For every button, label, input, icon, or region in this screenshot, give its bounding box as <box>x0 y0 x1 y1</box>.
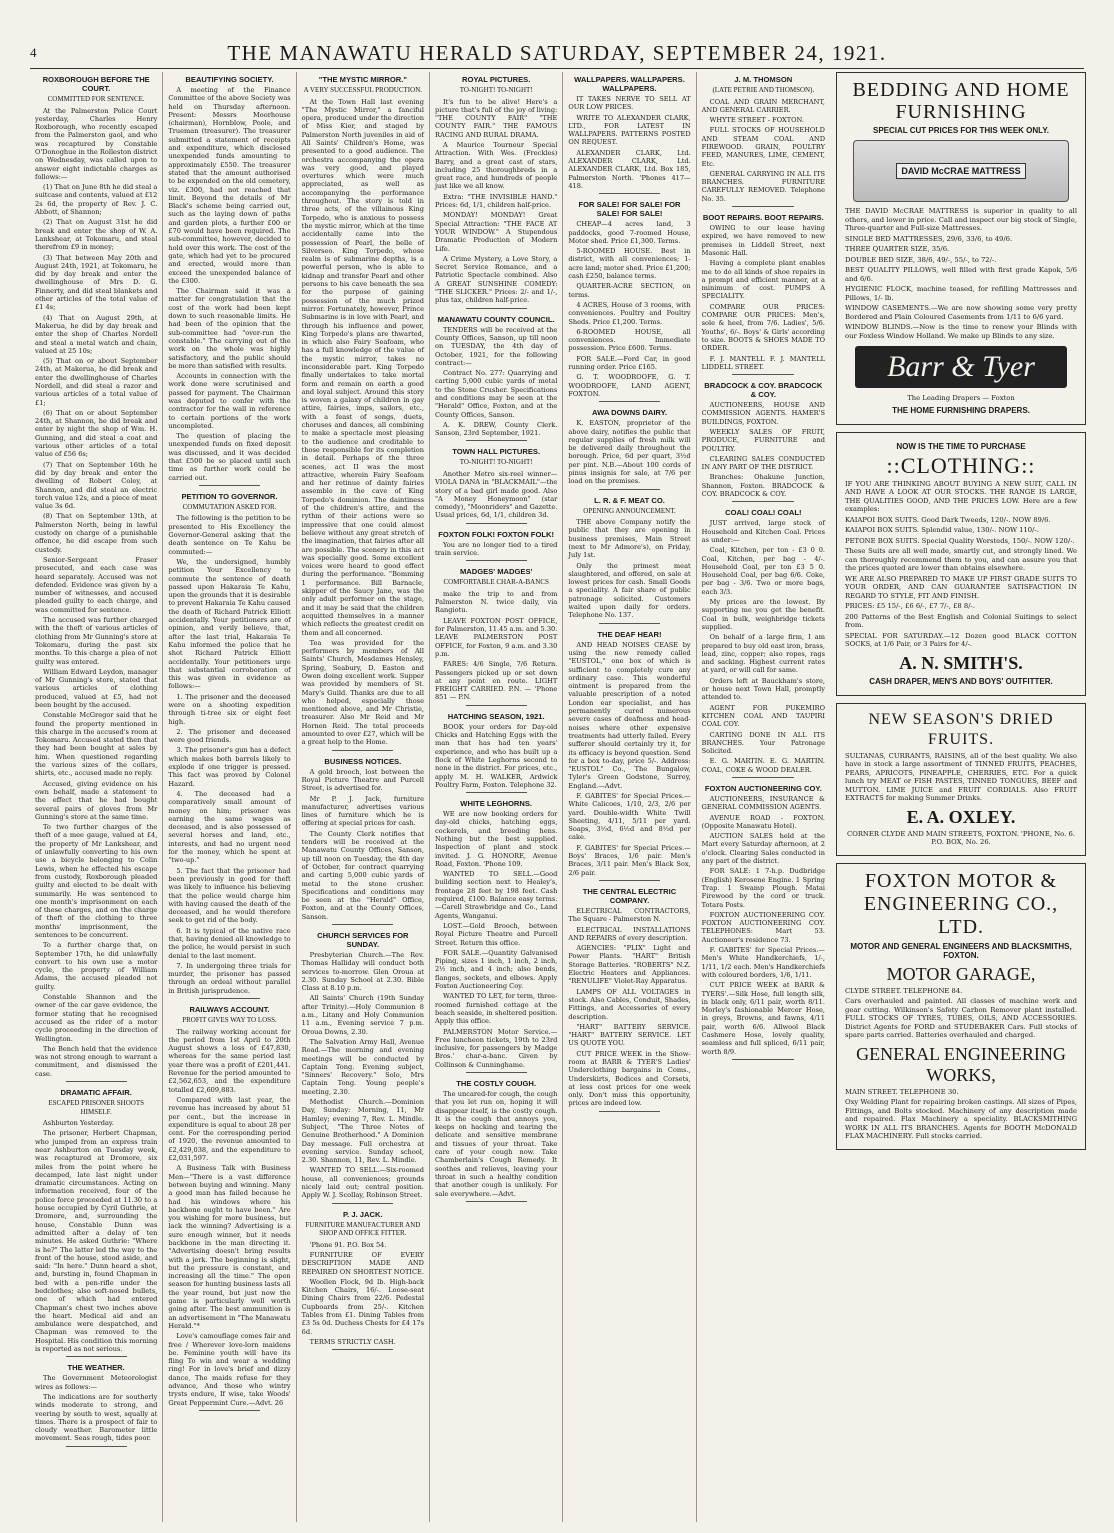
article-divider <box>599 401 660 402</box>
article-divider <box>732 501 794 502</box>
article-paragraph: (5) That on or about September 24th, at Makerua, he did break and enter the dwellinghouse of Charles Nordell, and did steal a razor and various articles of a total value of £1; <box>35 357 158 407</box>
article <box>568 887 690 1112</box>
article-paragraph: Having a complete plant enables me to do all kinds of shoe repairs in a prompt and efficient manner, at a minimum of cost. PUMPS A SPECIALITY. <box>701 259 825 301</box>
clothing-ad-intro: NOW IS THE TIME TO PURCHASE <box>896 441 1026 451</box>
article-paragraph: WE are now booking orders for day-old chicks, hatching eggs, cockerels, and breeding hens. Nothing but the best supplied. Inspection of plant and stock invited. J. G. HONORE, Avenue Road, Foxton. 'Phone 109. <box>434 810 558 868</box>
article-paragraph: The Chairman said it was a matter for congratulation that the cost of the work had been kept down to such reasonable limits. He had been of the opinion that the sub-committee had "over-run the constable." The carrying out of the work on the whole was highly satisfactory, and the public should be more than satisfied with results. <box>168 287 291 370</box>
article-paragraph: Only the primest meat slaughtered, and offered, on sale at lowest prices for cash. Small Goods a speciality. A fair share of public patronage solicited. Customers waited upon daily for orders. Telephone No. 137. <box>568 561 691 620</box>
article-paragraph: AGENT FOR PUKEMIRO KITCHEN COAL AND TAUPIRI COAL COY. <box>701 703 825 729</box>
article-subheading: TO-NIGHT! TO-NIGHT! <box>459 458 533 467</box>
article-paragraph: LAMPS OF ALL VOLTAGES in stock. Also Cables, Conduit, Shades, Fittings, and Accessories of every description. <box>568 987 691 1021</box>
dried-fruits-shop-name: E. A. OXLEY. <box>906 806 1016 827</box>
column-3 <box>297 72 430 1522</box>
article-heading: ROYAL PICTURES. <box>461 75 531 84</box>
article-paragraph: The following is the petition to be presented to His Excellency the Governor-General asking that the death sentence on Te Kahu be commuted:— <box>168 514 291 556</box>
article-heading: L. R. & F. MEAT CO. <box>594 495 665 505</box>
article <box>568 200 690 402</box>
article-subheading: PROFIT GIVES WAY TO LOSS. <box>182 1016 277 1025</box>
article-divider <box>732 777 794 778</box>
bedding-ad-footer: THE HOME FURNISHING DRAPERS. <box>892 405 1030 415</box>
article-heading: J. M. THOMSON <box>734 75 793 84</box>
article-heading: BUSINESS NOTICES. <box>324 756 402 766</box>
clothing-shop-name: A. N. SMITH'S. <box>899 652 1023 673</box>
article-heading: FOXTON FOLK! FOXTON FOLK! <box>438 529 555 539</box>
article-paragraph: ELECTRICAL INSTALLATIONS AND REPAIRS of every description. <box>568 925 691 942</box>
article <box>435 1079 557 1202</box>
column-6 <box>697 72 830 1522</box>
article <box>168 75 290 486</box>
price-line: PETONE BOX SUITS. Special Quality Worsteds, 150/-. NOW 120/-. <box>845 536 1075 545</box>
article-paragraph: Constable McGregor said that he found the property mentioned in this charge in the accused's room at Tokomaru. Accused stated then that they had been bought at sales by him. When questioned regarding the various sizes of the collars, shirts, etc., accused made no reply. <box>35 711 158 778</box>
article-divider <box>466 1072 527 1073</box>
article-paragraph: FOR SALE: 1 7-h.p. Dudbridge (English) Kerosene Engine. 1 Spring Trap. 1 Swamp Plough. Matai Firewood by the cord or truck. Totara Posts. <box>701 867 825 909</box>
dried-fruits-title: NEW SEASON'S DRIED FRUITS. <box>868 710 1054 748</box>
article-paragraph: (3) That between May 20th and August 24th, 1921, at Tokomaru, he did by day break and enter the dwellinghouse of Mrs D. G. Finnerty, and did steal blankets and other articles of the total value of £1 4s; <box>35 253 158 312</box>
article <box>568 630 690 881</box>
article <box>435 530 557 562</box>
article-paragraph: PALMERSTON Motor Service.—Free luncheon tickets, 19th to 23rd inclusive, for passengers by Madge Bros.' char-a-banc. Given by Collinson & Cunninghame. <box>434 1027 558 1069</box>
article-paragraph: F. GABITES' for Special Prices.—Boys' Braces, 1/6 pair. Men's Braces, 3/11 pair. Men's Black Sox, 2/6 pair. <box>568 843 691 877</box>
barr-tyer-logo-text: Barr & Tyer <box>887 350 1035 383</box>
article-heading: ROXBOROUGH BEFORE THE COURT. <box>42 75 150 93</box>
mattress-illustration <box>853 140 1069 202</box>
article-paragraph: CLEARING SALES CONDUCTED IN ANY PART OF THE DISTRICT. <box>701 454 825 472</box>
article-paragraph: CUT PRICE WEEK in the Show-room at BARR & TYER'S Ladies' Underclothing bargains in Coms., Underskirts, Bodices and Corsets, at less cost prices for one week only. Don't miss this opportunity, prices are indeed low. <box>568 1049 691 1108</box>
article-divider <box>732 206 794 207</box>
article-paragraph: WANTED TO LET, for term, three-roomed furnished cottage at the beach seaside, in sheltered position. Apply this office. <box>434 992 558 1026</box>
article-paragraph: 'Phone 91. P.O. Box 54. <box>309 1240 387 1249</box>
motor-garage-body: Cars overhauled and painted. All classes of machine work and gear cutting. Wilkinson's Safety Carbon Remover plant installed. FULL STOCKS OF TYRES, TUBES, OILS, AND ACCESSORIES. District Agents for FORD and STUDEBAKER Cars. Full stocks of spare parts carried. Batteries overhauled and charged. <box>845 997 1077 1039</box>
article-paragraph: To two further charges of the theft of a mee gauge, valued at £4, the property of Mr Lankshear, and of unlawfully converting to his own use a bicycle belonging to Colin Lewis, when he effected his escape from custody, Roxborough pleaded guilty and elected to be dealt with summarily. He was sentenced to one month's imprisonment on each of these charges, and on the charge of theft of the clothing to three months' imprisonment, the sentences to be concurrent. <box>35 823 158 939</box>
article-divider <box>466 560 527 561</box>
dried-fruits-ad <box>836 703 1086 856</box>
article-heading: RAILWAYS ACCOUNT. <box>189 1005 270 1015</box>
article-paragraph: Extra: "THE INVISIBLE HAND." Prices: 6d, 1/1, children half-price. <box>434 192 558 210</box>
article <box>435 712 557 793</box>
article-paragraph: 4. The deceased had a comparatively small amount of money on him; prisoner was earning the same wages as deceased, and is also possessed of several horses and land, etc., interests, and had no urgent need for the money, which he spent at "two-up." <box>168 789 291 865</box>
article-heading: FOXTON AUCTIONEERING COY. <box>704 783 822 793</box>
article-subheading: FURNITURE MANUFACTURER AND SHOP AND OFFICE FITTER. <box>305 1220 421 1238</box>
article-paragraph: COAL AND GRAIN MERCHANT, AND GENERAL CARRIER. <box>701 97 825 114</box>
article-paragraph: Another Metro six-reel winner—VIOLA DANA in "BLACKMAIL"—the story of a bad girl made good. Also "A Money Honeymoon" (star comedy), "Moonriders" and Gazette. Usual prices, 6d, 1/1, children 3d. <box>434 469 558 520</box>
clothing-ad-footer: CASH DRAPER, MEN'S AND BOYS' OUTFITTER. <box>869 676 1053 686</box>
article-paragraph: AND HEAD NOISES CEASE by using the new remedy called "EUSTOL," one box of which is sufficient to completely cure any ordinary case. This wonderful ointment is prepared from the valuable prescription of a noted London ear specialist, and has permanently cured numerous severe cases of deafness and head-noises where other expensive treatments had utterly failed. Every sufferer should certainly try it, for its efficacy is beyond question. Send for a box to-day, price 5/-. Address: "EUSTOL" Co., The Bungalow, Tyler's Green Godstone, Surrey, England.—Advt. <box>568 640 691 790</box>
article-paragraph: 6-ROOMED HOUSE, all conveniences. Immediate possession. Price £600. Terms. <box>568 327 691 353</box>
article-paragraph: 7. In undergoing three trials for murder, the prisoner has passed through an ordeal without parallel in British jurisprudence. <box>168 961 291 995</box>
article-paragraph: GENERAL CARRYING IN ALL ITS BRANCHES. FURNITURE CAREFULLY REMOVED. Telephone No. 35. <box>701 169 825 203</box>
advertisement-column <box>836 72 1086 1522</box>
article <box>568 408 690 489</box>
article-paragraph: AUCTIONEERS, INSURANCE & GENERAL COMMISSION AGENTS. <box>701 794 825 812</box>
article-paragraph: F. GABITES' for Special Prices.—White Calicoes, 1/10, 2/3, 2/6 per yard. Double-width White Twill Sheeting, 4/11, 5/11 per yard. Soaps, 3½d, 6½d and 8½d per cake. <box>568 791 691 842</box>
article-paragraph: WANTED TO SELL.—Good building section next to Healey's, frontage 28 feet by 198 feet. Cash required, £100. Balance easy terms.—Carell Strawbridge and Co., Land Agents, Wanganui. <box>434 870 558 920</box>
mattress-label: DAVID McCRAE MATTRESS <box>896 163 1025 179</box>
article-heading: P. J. JACK. <box>343 1209 383 1219</box>
article-paragraph: Tea was provided for the performers by members of All Saints' Church, Mesdames Hensley, Spring, Seabury, D. Easton and Owen doing excellent work. Supper was provided by members of St. Mary's Guild. Thanks are due to all who helped, especially those mentioned above, and Mr Christie, treasurer. Also Mr Reid and Mr Hornen Reid. The total proceeds amounted to over £27, which will be a great help to the Home. <box>301 638 424 747</box>
article-paragraph: AUCTIONEERS, HOUSE AND COMMISSION AGENTS. HAMER'S BUILDINGS, FOXTON. <box>701 401 825 426</box>
article-paragraph: F. J. MANTELL F. J. MANTELL LIDDELL STREET. <box>701 354 825 371</box>
barr-tyer-tagline: The Leading Drapers — Foxton <box>907 394 1015 402</box>
article-paragraph: Constable Shannon and the owner of the car gave evidence, the former stating that he recognised accused as the rider of a motor cycle proceeding in the direction of Wellington. <box>35 993 158 1043</box>
article-paragraph: (2) That on August 31st he did break and enter the shop of W. A. Lankshear, at Tokomaru, and steal therefrom £9 in money; <box>35 218 158 252</box>
article-subheading: OPENING ANNOUNCEMENT. <box>583 506 676 515</box>
bedding-ad <box>836 72 1086 425</box>
article-paragraph: COMPARE OUR PRICES: COMPARE OUR PRICES: Men's, sole & heel, from 7/6. Ladies', 5/6. Youths', 6/-. Boys' & Girls' according to size. BOOTS & SHOES MADE TO ORDER. <box>701 302 825 353</box>
article-paragraph: FOXTON AUCTIONEERING COY. FOXTON AUCTIONEERING COY. TELEPHONES: Mart 53. Auctioneer's residence 73. <box>701 910 825 944</box>
article-paragraph: The question of placing the unexpended funds on fixed deposit was discussed, and it was decided that £500 be so placed until such time as further work could be carried out. <box>168 432 291 482</box>
article-paragraph: Love's camouflage comes fair and free / Wherever love-lorn maidens be. Feminine youth will have its fling To win and wear a wedding ring! For in love's brief and dizzy dance, The maids refuse for they advance, And those who wintry trysts endure, If wise, take Woods' Great Peppermint Cure.—Advt. 26 <box>168 1332 291 1407</box>
article-heading: THE CENTRAL ELECTRIC COMPANY. <box>582 886 677 905</box>
article-divider <box>66 1446 127 1447</box>
article-divider <box>599 489 660 490</box>
article-divider <box>732 1059 794 1060</box>
column-4 <box>430 72 563 1522</box>
article-paragraph: At the Town Hall last evening "The Mystic Mirror," a fanciful opera, produced under the direction of Miss Kier, and staged by Palmerston North juveniles in aid of All Saints' Children's Home, was presented to a good audience. The orchestra accompanying the opera was very good, and played overtures which were much appreciated, as well as accompanying the performance throughout. The story is told in three acts, of the villainous King Torpedo, who is anxious to possess the mystic mirror, which at the time accidentally came into the possession of Pearl, the belle of Silverseo. King Torpedo, whose realm is of submarine depths, is a powerful person, who is able to kidnap and transfer Pearl and other persons to his cave beneath the sea for the purpose of gaining possession of the much prized mirror. Fortunately, however, Prince Submarine is in love with Pearl, and through his influence and power, King Torpedo's plans are thwarted, in which also Fairy Seafoam, who has a full knowledge of the value of the mystic mirror, takes no inconsiderable part. King Torpedo finally undertakes to take mortal form and remain on earth a good and loyal subject. Around this story is woven a galaxy of children in gay attire, fairies, imps, sailors, etc., with a feast of songs, duets, choruses and dances, all combining to make a spectacle most pleasing to the audience and creditable to those responsible for its completion in detail. Perhaps of the three scenes, act II was the most attractive, wherein Fairy Seafoam and her retinue of dainty fairies assemble in the cave of King Torpedo's dominion. The daintiness of the children's attire, and the rythm of their actions were so impressive that one could almost believe without any great stretch of the imagination, that fairies after all are possible. The scenery in this act was specially good. Some excellent voices were heard to good effect during the performance. "Bomming 1 performance. Bill Barnacle, skipper of the Saucy Jane, was the only adult performer on the stage, and it may be said that the children acquitted themselves in a manner which reflects the greatest credit on them and all concerned. <box>301 97 424 637</box>
article-paragraph: THE above Company notify the public that they are opening in business premises, Main Street (next to Mr Admore's), on Friday, July 1st. <box>568 518 691 560</box>
article-divider <box>199 998 260 999</box>
article-paragraph: CARTING DONE IN ALL ITS BRANCHES. Your Patronage Solicited. <box>701 730 825 756</box>
column-1 <box>30 72 163 1522</box>
article <box>702 213 825 375</box>
article-paragraph: (4) That on August 29th, at Makerua, he did by day break and enter the shop of Charles Nordell and steal a metal watch and chain, valued at 25 10s; <box>35 313 158 355</box>
article-divider <box>332 750 393 751</box>
engineering-works-address: MAIN STREET. TELEPHONE 30. <box>845 1087 959 1096</box>
article-divider <box>332 1349 393 1350</box>
article-heading: MANAWATU COUNTY COUNCIL. <box>437 314 555 324</box>
price-line: THREE QUARTER SIZE, 35/6. <box>845 245 950 253</box>
article-paragraph: The prisoner, Herbert Chapman, who jumped from an express train near Ashburton on Tuesday week, was recaptured at Dromore, six miles from the point where he decamped, late last night under dramatic circumstances. Acting on information received, four of the police force proceeded at 11.30 to a house occupied by Cyril Guthrie, at Dromore, and, surrounding the house, Constable Dunn was admitted after a delay of ten minutes. He asked Guthrie: "Where is he?" The latter led the way to the front of the house, stood aside, and said: "In here." Dunn heard a shot, and, bursting in, found Chapman in bed with a pen-rifle under the bedclothes; also soft-nosed bullets, one of which had entered Chapman's chest two inches above the heart. Medical aid and an ambulance were despatched, and Chapman was removed to the Hospital. His condition this morning is reported as not serious. <box>35 1129 158 1354</box>
article-paragraph: Senior-Sergeant Fraser prosecuted, and each case was heard separately. Accused was not defended. Evidence was given by a number of witnesses, and accused pleaded guilty to each charge, and was committed for sentence. <box>35 555 158 614</box>
article-heading: THE WEATHER. <box>67 1363 125 1373</box>
article-paragraph: LEAVE FOXTON POST OFFICE, for Palmerston, 11.45 a.m. and 5.30. LEAVE PALMERSTON POST OFFICE, for Foxton, 9 a.m. and 3.30 p.m. <box>434 616 558 658</box>
column-5 <box>563 72 696 1522</box>
article-heading: WALLPAPERS. WALLPAPERS. WALLPAPERS. <box>574 75 685 93</box>
article-paragraph: JUST arrived, large stock of Household and Kitchen Coal. Prices as under:— <box>701 519 825 544</box>
article-paragraph: Woollen Flock, 9d lb. High-back Kitchen Chairs, 16/-. Loose-seat Dining Chairs from 22/6. Pedestal Cupboards from 25/-. Kitchen Tables from £1. Dining Tables from £3 5s 0d. Duchess Chests for £4 17s 6d. <box>301 1277 424 1336</box>
article-divider <box>599 880 660 881</box>
article-paragraph: (7) That on September 16th he did by day break and enter the dwelling of Robert Coley, at Shannon, and did steal an electric torch value 12s, and a piece of meat value 3s 6d. <box>35 460 158 511</box>
article-heading: COAL! COAL! COAL! <box>725 508 802 518</box>
price-line: WINDOW BLINDS.—Now is the time to renew your Blinds with our Foxless Window Holland. We make up Blinds to any size. <box>845 323 1077 340</box>
article <box>302 75 424 751</box>
article-divider <box>332 1203 393 1204</box>
article-heading: WHITE LEGHORNS. <box>460 799 533 809</box>
article-paragraph: Compared with last year, the revenue has increased by about 51 per cent., but the increase in expenditure is equal to about 28 per cent. For the corresponding period of 1920, the revenue amounted to £2,429,038, and the expenditure to £2,031,597. <box>168 1095 291 1163</box>
price-line: WE ARE ALSO PREPARED TO MAKE UP FIRST GRADE SUITS TO YOUR ORDER, AND CAN GUARANTEE SATISFACTION IN REGARD TO STYLE, FIT AND FINISH. <box>845 574 1077 600</box>
dried-fruits-footer: CORNER CLYDE AND MAIN STREETS, FOXTON. 'PHONE, No. 6. P.O. BOX, No. 26. <box>847 829 1075 846</box>
motor-garage-heading: MOTOR GARAGE, <box>886 963 1036 984</box>
article-paragraph: All Saints' Church (19th Sunday after Trinity).—Holy Communion 8 a.m., Litany and Holy Communion 11 a.m., Evening service 7 p.m. Oroua Downs, 2.30. <box>301 994 424 1036</box>
article-columns <box>30 72 830 1522</box>
article-paragraph: William Edward Leydon, manager of Mr Gunning's store, stated that various articles of clothing produced, valued at £5, had not been bought by the accused. <box>35 667 158 709</box>
newspaper-title: THE MANAWATU HERALD SATURDAY, SEPTEMBER 24, 1921. <box>227 40 887 65</box>
article-subheading: COMFORTABLE CHAR-A-BANCS <box>443 578 549 587</box>
article-paragraph: The indications are for southerly winds moderate to strong, and veering by south to west, squally at times. There is a prospect of fair to cloudy weather. Barometer little movement. Seas rough, tides poor. <box>35 1392 158 1443</box>
article-heading: TOWN HALL PICTURES. <box>452 447 541 457</box>
article-paragraph: (1) That on June 8th he did steal a suitcase and contents, valued at £12 2s 6d, the property of Rev. J. C. Abbott, of Shannon; <box>35 183 158 217</box>
price-line: KAIAPOI BOX SUITS. Splendid value, 130/-. NOW 110/-. <box>845 526 1039 534</box>
article <box>435 447 557 523</box>
price-line: 200 Patterns of the Best English and Colonial Suitings to select from. <box>845 612 1077 629</box>
article-subheading: ESCAPED PRISONER SHOOTS HIMSELF. <box>48 1099 144 1116</box>
article-paragraph: A. K. DREW, County Clerk. Sanson, 23rd September, 1921. <box>434 420 558 438</box>
article-paragraph: G. T. WOODROOFE, G. T. WOODROOFE, LAND AGENT, FOXTON. <box>568 373 691 398</box>
article-paragraph: The accused was further charged with the theft of various articles of clothing from Mr Gunning's store at Tokomaru, during the past six months. To this charge a plea of not guilty was entered. <box>35 616 158 666</box>
article-subheading: (LATE PETRIE AND THOMSON). <box>712 86 815 94</box>
article-divider <box>466 308 527 309</box>
article-heading: AWA DOWNS DAIRY. <box>592 408 667 418</box>
article-heading: BEAUTIFYING SOCIETY. <box>185 75 274 84</box>
article-paragraph: WANTED TO SELL.—Six-roomed house, all conveniences; grounds nicely laid out; central position. Apply W. J. Scollay, Robinson Street. <box>301 1166 424 1200</box>
article <box>702 784 825 1060</box>
price-line: BEST QUALITY PILLOWS, well filled with first grade Kapok, 5/6 and 6/6. <box>845 266 1077 283</box>
article-paragraph: Methodist Church.—Dominion Day, Sunday: Morning, 11, Mr Hamley; evening 7, Rev. L. Mindle. Subject, "The Three Notes of Genuine Brotherhood." A Dominion Day message. Full orchestra at evening service. Sunday school, 2.30. Shannon, 11, Rev. L. Mindle. <box>301 1098 424 1165</box>
article-paragraph: LOST.—Gold Brooch, between Royal Picture Theatre and Purcell Street. Return this office. <box>434 921 558 947</box>
clothing-ad-title: ::CLOTHING:: <box>886 452 1036 478</box>
article <box>568 496 690 624</box>
article-paragraph: The uncared-for cough, the cough that you let run on, hoping it will disappear itself, is the costly cough. It is the cough that annoys you, keeps on hacking and tearing the delicate and sensitive membrane and tissues of your throat. Take care of your cough now. Take Chamberlain's Cough Remedy. It soothes and relieves, leaving your throat in such a healthy condition that another cough is unlikely. For sale everywhere.—Advt. <box>434 1090 558 1198</box>
article-paragraph: You are no longer tied to a tired train service. <box>434 540 558 558</box>
article-paragraph: Contract No. 277: Quarrying and carting 5,000 cubic yards of metal to the Stone Crusher. Specifications and conditions may be seen at the "Herald" Office, Foxton, and at the County Offices, Sanson. <box>434 369 558 419</box>
article-paragraph: MONDAY! MONDAY! Great Special Attraction: "THE FACE AT YOUR WINDOW." A Stupendous Dramatic Production of Modern Life. <box>434 211 558 253</box>
article-paragraph: 1. The prisoner and the deceased were on a shooting expedition through ti-tree six or eight feet high. <box>168 692 291 726</box>
article-paragraph: FARES: 4/6 Single, 7/6 Return. Passengers picked up or set down at any point en route. LIGHT FREIGHT CARRIED. P.N. — 'Phone 851 — P.N. <box>434 660 558 702</box>
article-paragraph: QUARTER-ACRE SECTION, on terms. <box>568 282 691 299</box>
engineering-works-heading: GENERAL ENGINEERING WORKS, <box>856 1043 1066 1085</box>
article <box>168 492 290 999</box>
article-divider <box>466 705 527 706</box>
article-paragraph: Orders left at Bauckham's store, or house next Town Hall, promptly attended to. <box>701 676 825 702</box>
article-heading: HATCHING SEASON, 1921. <box>447 711 545 721</box>
article-paragraph: Accused, giving evidence on his own behalf, made a statement to the effect that he had bought several pairs of gloves from Mr Gunning's store at the same time. <box>35 779 158 821</box>
article-heading: BRADCOCK & COY. BRADCOCK & COY. <box>704 381 823 400</box>
article-divider <box>599 1111 660 1112</box>
article-paragraph: BOOK your orders for Day-old Chicks and Hatching Eggs with the man that has had ten years' experience, and who has built up a flock of White Leghorns second to none in the district. For prices, etc., apply M. H. WALKER, Ardwick Poultry Farm, Foxton. Telephone 32. <box>434 722 558 789</box>
article-paragraph: K. EASTON, proprietor of the above dairy, notifies the public that regular supplies of fresh milk will be delivered daily throughout the borough. Price, 6d per quart, 3½d per pint. N.B.—About 100 cords of pinus insignis for sale, at 7/6 per load on the premises. <box>568 419 691 486</box>
article-paragraph: WHYTE STREET - FOXTON. <box>709 116 804 125</box>
article-divider <box>466 1201 527 1202</box>
article-paragraph: To a further charge that, on September 17th, he did unlawfully convert to his own use a motor cycle, the property of William Adams, the accused pleaded not guilty. <box>35 941 158 991</box>
article-paragraph: CUT PRICE WEEK at BARR & TYERS'.—Silk Hose, full length silk, in black only, 6/11 pair, worth 8/11. Morley's fashionable Mercer Hose, in greys, Browns, and fawns, 4/11 pair, worth 6/6. Allwool Black Cashmere Hose, lovely quality, seamless and full spliced, 6/11 pair, worth 8/9. <box>701 981 825 1056</box>
article-paragraph: Ashburton Yesterday. <box>43 1119 114 1128</box>
bedding-ad-body: THE DAVID McCRAE MATTRESS is superior in quality to all others, and lower in price. Call and inspect our big stock of Single, Three-quarter and Full-size Mattresses. <box>845 207 1077 232</box>
article-paragraph: On behalf of a large firm, I am prepared to buy old east iron, brass, lead, zinc, copper; also ropes, rags and sacking. Highest current rates at yard, or will call for same. <box>701 633 825 675</box>
article-paragraph: (8) That on September 13th, at Palmerston North, being in lawful custody on charge of a punishable offence, he did escape from such custody. <box>35 512 158 554</box>
article <box>302 931 424 1204</box>
article <box>35 1363 157 1446</box>
article-heading: FOR SALE! FOR SALE! FOR SALE! FOR SALE! <box>578 200 681 219</box>
article-heading: CHURCH SERVICES FOR SUNDAY. <box>317 931 409 949</box>
article-paragraph: A Maurice Tourneur Special Attraction. With Wes. (Freckles) Barry, and a great cast of stars, including 25 thoroughbreds in a great race, and hundreds of people just like we all know. <box>434 140 558 191</box>
column-2 <box>163 72 296 1522</box>
article-paragraph: IT TAKES NERVE TO SELL AT OUR LOW PRICES. <box>568 95 691 112</box>
article-paragraph: A Business Talk with Business Men—"There is a vast difference between buying and winning. Many a good man has failed because he had his windows where his backbone ought to have been." Are you wishing for more business, but lack the winning? Advertising is a sure enough winner, but it needs backbone in the man directing it. "Advertising doesn't bring results with a jerk. The beginning is slight, but the pressure is constant, and increasing all the time." The open season for hunting business lasts all the year round, but just now the game is particularly well worth going after. The best ammunition is an advertisement in "The Manawatu Herald."* <box>168 1164 291 1330</box>
article <box>568 75 690 194</box>
article <box>435 567 557 705</box>
article-subheading: TO-NIGHT! TO-NIGHT! <box>459 86 533 94</box>
article-subheading: A VERY SUCCESSFUL PRODUCTION. <box>303 86 423 94</box>
article-paragraph: FURNITURE OF EVERY DESCRIPTION MADE AND REPAIRED ON SHORTEST NOTICE. <box>301 1250 424 1276</box>
article-divider <box>332 924 393 925</box>
article-paragraph: 6. It is typical of the native race that, having denied all knowledge to the police, he would persist in such denial to the last moment. <box>168 926 291 960</box>
page-number: 4 <box>30 45 37 60</box>
price-line: WINDOW CASEMENTS.—We are now showing some very pretty Bordered and Plain Coloured Casements from 1/11 to 6/6 yard. <box>845 304 1077 321</box>
price-line: PRICES: £5 15/-, £6 6/-, £7 7/-, £8 8/-. <box>845 602 975 610</box>
article <box>702 508 825 778</box>
article-divider <box>199 485 260 486</box>
article-heading: THE DEAF HEAR! <box>597 629 662 639</box>
price-line: HYGIENIC FLOCK, machine teased, for refilling Mattresses and Pillows, 1/- lb. <box>845 285 1077 302</box>
article-subheading: COMMUTATION ASKED FOR. <box>182 502 277 511</box>
article-heading: "THE MYSTIC MIRROR." <box>318 75 407 84</box>
article-paragraph: (6) That on or about September 24th, at Shannon, he did break and enter by night the shop of Wm. H. Gunning, and did steal a coat and various other articles of a total value of £56 6s; <box>35 408 158 459</box>
article-heading: DRAMATIC AFFAIR. <box>60 1088 132 1098</box>
article-paragraph: ALEXANDER CLARK, Ltd. ALEXANDER CLARK, Ltd. ALEXANDER CLARK, Ltd. Box 185, Palmerston North. 'Phones 417—418. <box>568 148 691 190</box>
price-line: DOUBLE BED SIZE, 38/6, 49/-, 55/-, to 72/-. <box>845 255 997 264</box>
article-paragraph: 5. The fact that the prisoner had been previously in good for theft was likely to influence his believing that the police would charge him with having caused the death of the deceased, and he would therefore seek to get rid of the body. <box>168 866 291 925</box>
motor-garage-address: CLYDE STREET. TELEPHONE 84. <box>845 986 963 995</box>
article-paragraph: Presbyterian Church.—The Rev. Thomas Halliday will conduct both services to-morrow. Glen Oroua at 2.30. Sunday School at 2.30. Bible Class at 8.10 p.m. <box>301 951 424 993</box>
article-paragraph: Coal, Kitchen, per ton - £3 0 0. Coal, Kitchen, per bag - 4/-. Household Coal, per ton £3 5 0. Household Coal, per bag 6/6. Coke, per bag - 3/6. Two or more bags, each 3/3. <box>701 546 825 596</box>
article-paragraph: The Government Meteorologist wires as follows:— <box>35 1374 158 1391</box>
bedding-ad-title: BEDDING AND HOME FURNISHING <box>852 79 1070 123</box>
article-paragraph: Branches: Ohakune Junction, Shannon, Foxton. BRADCOCK & COY. BRADCOCK & COY. <box>701 473 825 499</box>
engineering-works-body: Oxy Welding Plant for repairing broken castings. All sizes of Pipes, Fittings, and Bolts stocked. Machinery of any description made and repaired. Flax Machinery a speciality. BLACKSMITHING WORK IN ALL ITS BRANCHES. Agents for BOOTH McDONALD FLAX MACHINERY. Full stocks carried. <box>845 1098 1077 1140</box>
article-paragraph: ELECTRICAL CONTRACTORS, The Square - Palmerston N. <box>568 906 691 924</box>
article-divider <box>466 523 527 524</box>
article-paragraph: AUCTION SALES held at the Mart every Saturday afternoon, at 2 o'clock. Clearing Sales conducted in any part of the district. <box>701 832 825 866</box>
article-paragraph: My prices are the lowest. By supporting me you get the benefit. Coal in bulk, weighbridge tickets supplied. <box>701 598 825 631</box>
article-paragraph: 3. The prisoner's gun has a defect which makes both barrels likely to explode if one trigger is pressed. This fact was proved by Colonel Hazard. <box>168 746 291 788</box>
article-divider <box>199 1410 260 1411</box>
article-divider <box>732 374 794 375</box>
article-paragraph: WRITE TO ALEXANDER CLARK, LTD., FOR LATEST IN WALLPAPERS. PATTERNS POSTED ON REQUEST. <box>568 113 691 147</box>
article-heading: THE COSTLY COUGH. <box>456 1079 537 1088</box>
article-paragraph: At the Palmerston Police Court yesterday, Charles Henry Roxborough, who recently escaped from the Palmerston gaol, and who was recaptured by Constable O'Donoghue in the Rolleston district on Wednesday, was called upon to answer eight indictable charges as follows:— <box>35 106 158 181</box>
barr-tyer-logo <box>855 346 1067 388</box>
article <box>435 75 557 309</box>
article-paragraph: The Salvation Army Hall, Avenue Road.—The morning and evening meetings will be conducted by Captain Tong. Evening subject, "Sinners' Recovery." Solo, Mrs Captain Tong. Young people's meeting, 2.30. <box>301 1037 424 1096</box>
price-line: KAIAPOI BOX SUITS. Good Dark Tweeds, 120/-. NOW 89/6. <box>845 515 1051 524</box>
article-subheading: COMMITTED FOR SENTENCE. <box>47 95 145 103</box>
article-divider <box>599 623 660 624</box>
article-paragraph: A Crime Mystery, a Love Story, a Secret Service Romance, and a Patriotic Spectacle combined. Also A GREAT SUNSHINE COMEDY: "THE SLICKER." Prices: 2/- and 1/-, plus tax, children half-price. <box>434 254 558 305</box>
article-heading: BOOT REPAIRS. BOOT REPAIRS. <box>702 213 824 223</box>
article-paragraph: CHEAP—4 acres land, 3 paddocks, good 7-roomed House, Motor shed. Price £1,300. Terms. <box>568 220 691 245</box>
article <box>35 1088 157 1357</box>
article-paragraph: A meeting of the Finance Committee of the above Society was held on Thursday afternoon. Present: Messrs Moorhouse (chairman), Hornblow, Poole, and Trueman (treasurer). The treasurer submitted a statement of receipts and expenditure, which disclosed unexpended funds amounting to approximately £550. The treasurer stated that the amount authorised to be expended on the old cemetery, viz. £300, had not reached that limit. Beyond the details of Mr Black's scheme being carried out, such as the laying down of paths and garden plots, a further £00 or £70 would have been required. The sub-committee, however, decided to hold over this work. The cost of the gate, which had yet to be procured and erected, would more than exceed the unexpended balance of the £300. <box>168 86 291 285</box>
article-paragraph: OWING to our lease having expired, we have removed to new premises in Liddell Street, next Masonic Hall. <box>701 224 825 257</box>
article-divider <box>599 193 660 194</box>
article <box>302 757 424 925</box>
article-divider <box>466 792 527 793</box>
masthead <box>30 38 1084 69</box>
dried-fruits-body: SULTANAS, CURRANTS, RAISINS, all of the best quality. We also have in stock a large assortment of TINNED FRUITS, PEACHES, PEARS, APRICOTS, PINEAPPLE, CHERRIES, ETC. For a quick lunch try MEAT or FISH PASTES, TINNED TONGUES, BEEF and MUTTON. LIME JUICE and FRUIT CORDIALS. Also FRUIT EXTRACTS for making Summer Drinks. <box>845 751 1077 802</box>
article-heading: MADGES' MADGES' <box>459 567 533 577</box>
price-line: These Suits are all well made, smartly cut, and strongly lined. We can thoroughly recommend them to you, and can assure you that the prices quoted are lower than obtains elsewhere. <box>845 547 1077 572</box>
article-paragraph: make the trip to and from Palmerston N. twice daily, via Rangiotu. <box>434 589 558 615</box>
article-paragraph: FULL STOCKS OF HOUSEHOLD AND STEAM COAL AND FIREWOOD. GRAIN, POULTRY FEED, MANURES, LIME, CEMENT, Etc. <box>701 126 825 168</box>
article-paragraph: AGENCIES: "PLIX" Light and Power Plants. "HART" British Storage Batteries. "ROBERTS" N.Z. Electric Heaters and Appliances. "RENULIFE" Violet-Ray Apparatus. <box>568 944 691 986</box>
article-paragraph: The County Clerk notifies that tenders will be received at the Manawatu County Offices, Sanson, up till noon on Tuesday, the 4th day of October, for contract quarrying and carting 5,000 cubic yards of metal to the stone crusher. Specifications and conditions may be seen at the "Herald" Office, Foxton, and at the County Offices, Sanson. <box>301 829 424 921</box>
article <box>168 1005 290 1411</box>
article-paragraph: Accounts in connection with the work done were scrutinised and passed for payment. The Chairman was deputed to confer with the contractor for the wall in reference to certain portions of the work uncompleted. <box>168 372 291 430</box>
article-paragraph: FOR SALE.—Quantity Galvanised Piping, sizes 1 inch, 1 inch, 2 inch, 2½ inch, and 4 inch; also bends, flanges, sockets, and elbows. Apply Foxton Auctioneering Coy. <box>434 948 558 991</box>
article <box>435 315 557 442</box>
article-paragraph: TENDERS will be received at the County Offices, Sanson, up till noon on TUESDAY, the 4th day of October, 1921, for the following contract:— <box>434 325 558 367</box>
article-paragraph: Mr P. J. Jack, furniture manufacturer, advertises various lines of furniture which he is offering at special prices for cash. <box>301 794 424 828</box>
article-paragraph: 4 ACRES, House of 3 rooms, with conveniences. Poultry and Poultry Sheds. Price £1,200. Terms. <box>568 300 691 326</box>
article-paragraph: "HART" BATTERY SERVICE. "HART" BATTERY SERVICE. LET US QUOTE YOU. <box>568 1022 691 1048</box>
clothing-price-list <box>845 516 1077 649</box>
article-paragraph: TERMS STRICTLY CASH. <box>309 1337 396 1346</box>
article-divider <box>66 1356 127 1357</box>
article-paragraph: WEEKLY SALES OF FRUIT, PRODUCE, FURNITURE and POULTRY. <box>701 428 825 453</box>
article-paragraph: The Bench held that the evidence was not strong enough to warrant a commitment, and dismissed the case. <box>35 1044 158 1078</box>
price-line: SINGLE BED MATTRESSES, 29/6, 33/6, to 49/6. <box>845 234 1013 243</box>
clothing-ad-body: IF YOU ARE THINKING ABOUT BUYING A NEW SUIT, CALL IN AND HAVE A LOOK AT OUR STOCKS. THE RANGE IS LARGE, THE QUALITIES GOOD, AND THE PRICES LOW. Here are a few examples: <box>845 479 1077 513</box>
article-paragraph: A gold brooch, lost between the Royal Picture Theatre and Purcell Street, is advertised for. <box>301 767 424 793</box>
article-heading: PETITION TO GOVERNOR. <box>181 491 278 501</box>
article-paragraph: We, the undersigned, humbly petition Your Excellency to commute the sentence of death passed upon Hakaraia Te Kahu, upon the grounds that it is desirable to prevent Hakaraia Te Kahu caused the death of Richard Patrick Elliott accidentally. Your petitioners are of opinion, and verily believe, that, after the last trial, Hakaraia Te Kahu informed the police that he shot Richard Patrick Elliott accidentally. Your petitioners urge that substantial corroboration of this was given in evidence as follows:— <box>168 557 291 691</box>
article <box>702 75 825 207</box>
article <box>302 1210 424 1351</box>
article-paragraph: FOR SALE.—Ford Car, in good running order. Price £165. <box>568 354 691 372</box>
foxton-motor-subtitle: MOTOR AND GENERAL ENGINEERS AND BLACKSMITHS, FOXTON. <box>850 941 1072 960</box>
article-divider <box>66 1081 127 1082</box>
bedding-ad-subtitle: SPECIAL CUT PRICES FOR THIS WEEK ONLY. <box>872 126 1050 135</box>
article-paragraph: AVENUE ROAD - FOXTON. (Opposite Manawatu Hotel). <box>701 813 825 830</box>
article-paragraph: It's fun to be alive! Here's a picture that's full of the joy of living: "THE COUNTY FAIR" "THE COUNTY FAIR." THE FAMOUS RACING AND RURAL DRAMA. <box>434 97 558 139</box>
article <box>435 799 557 1073</box>
article-paragraph: 5-ROOMED HOUSE. Best in district, with all conveniences; 1-acre land; motor shed. Price £1,200; cash £250, balance terms. <box>568 247 691 281</box>
article-paragraph: 2. The prisoner and deceased were good friends. <box>168 727 291 745</box>
price-line: SPECIAL FOR SATURDAY.—12 Dozen good BLACK COTTON SOCKS, at 1/6 Pair, or 3 Pairs for 4/-. <box>845 631 1077 648</box>
article-divider <box>466 440 527 441</box>
foxton-motor-ad <box>836 863 1086 1150</box>
bedding-price-list <box>845 235 1077 341</box>
article-paragraph: E. G. MARTIN. E. G. MARTIN. COAL, COKE & WOOD DEALER. <box>701 757 825 774</box>
article-paragraph: F. GABITES' for Special Prices.—Men's White Handkerchiefs, 1/-, 1/11, 1/2 each. Men's Handkerchiefs with coloured borders, 1/6, 1/11. <box>701 946 825 979</box>
article <box>702 381 825 502</box>
foxton-motor-title: FOXTON MOTOR & ENGINEERING CO., LTD. <box>863 869 1059 938</box>
article-paragraph: The railway working account for the period from 1st April to 20th August shows a loss of £47,830, whereas for the same period last year there was a profit of £201,441. Revenue for the period amounted to £2,562,653, and the expenditure totalled £2,609,883. <box>168 1027 291 1094</box>
article <box>35 75 157 1082</box>
clothing-ad <box>836 432 1086 696</box>
